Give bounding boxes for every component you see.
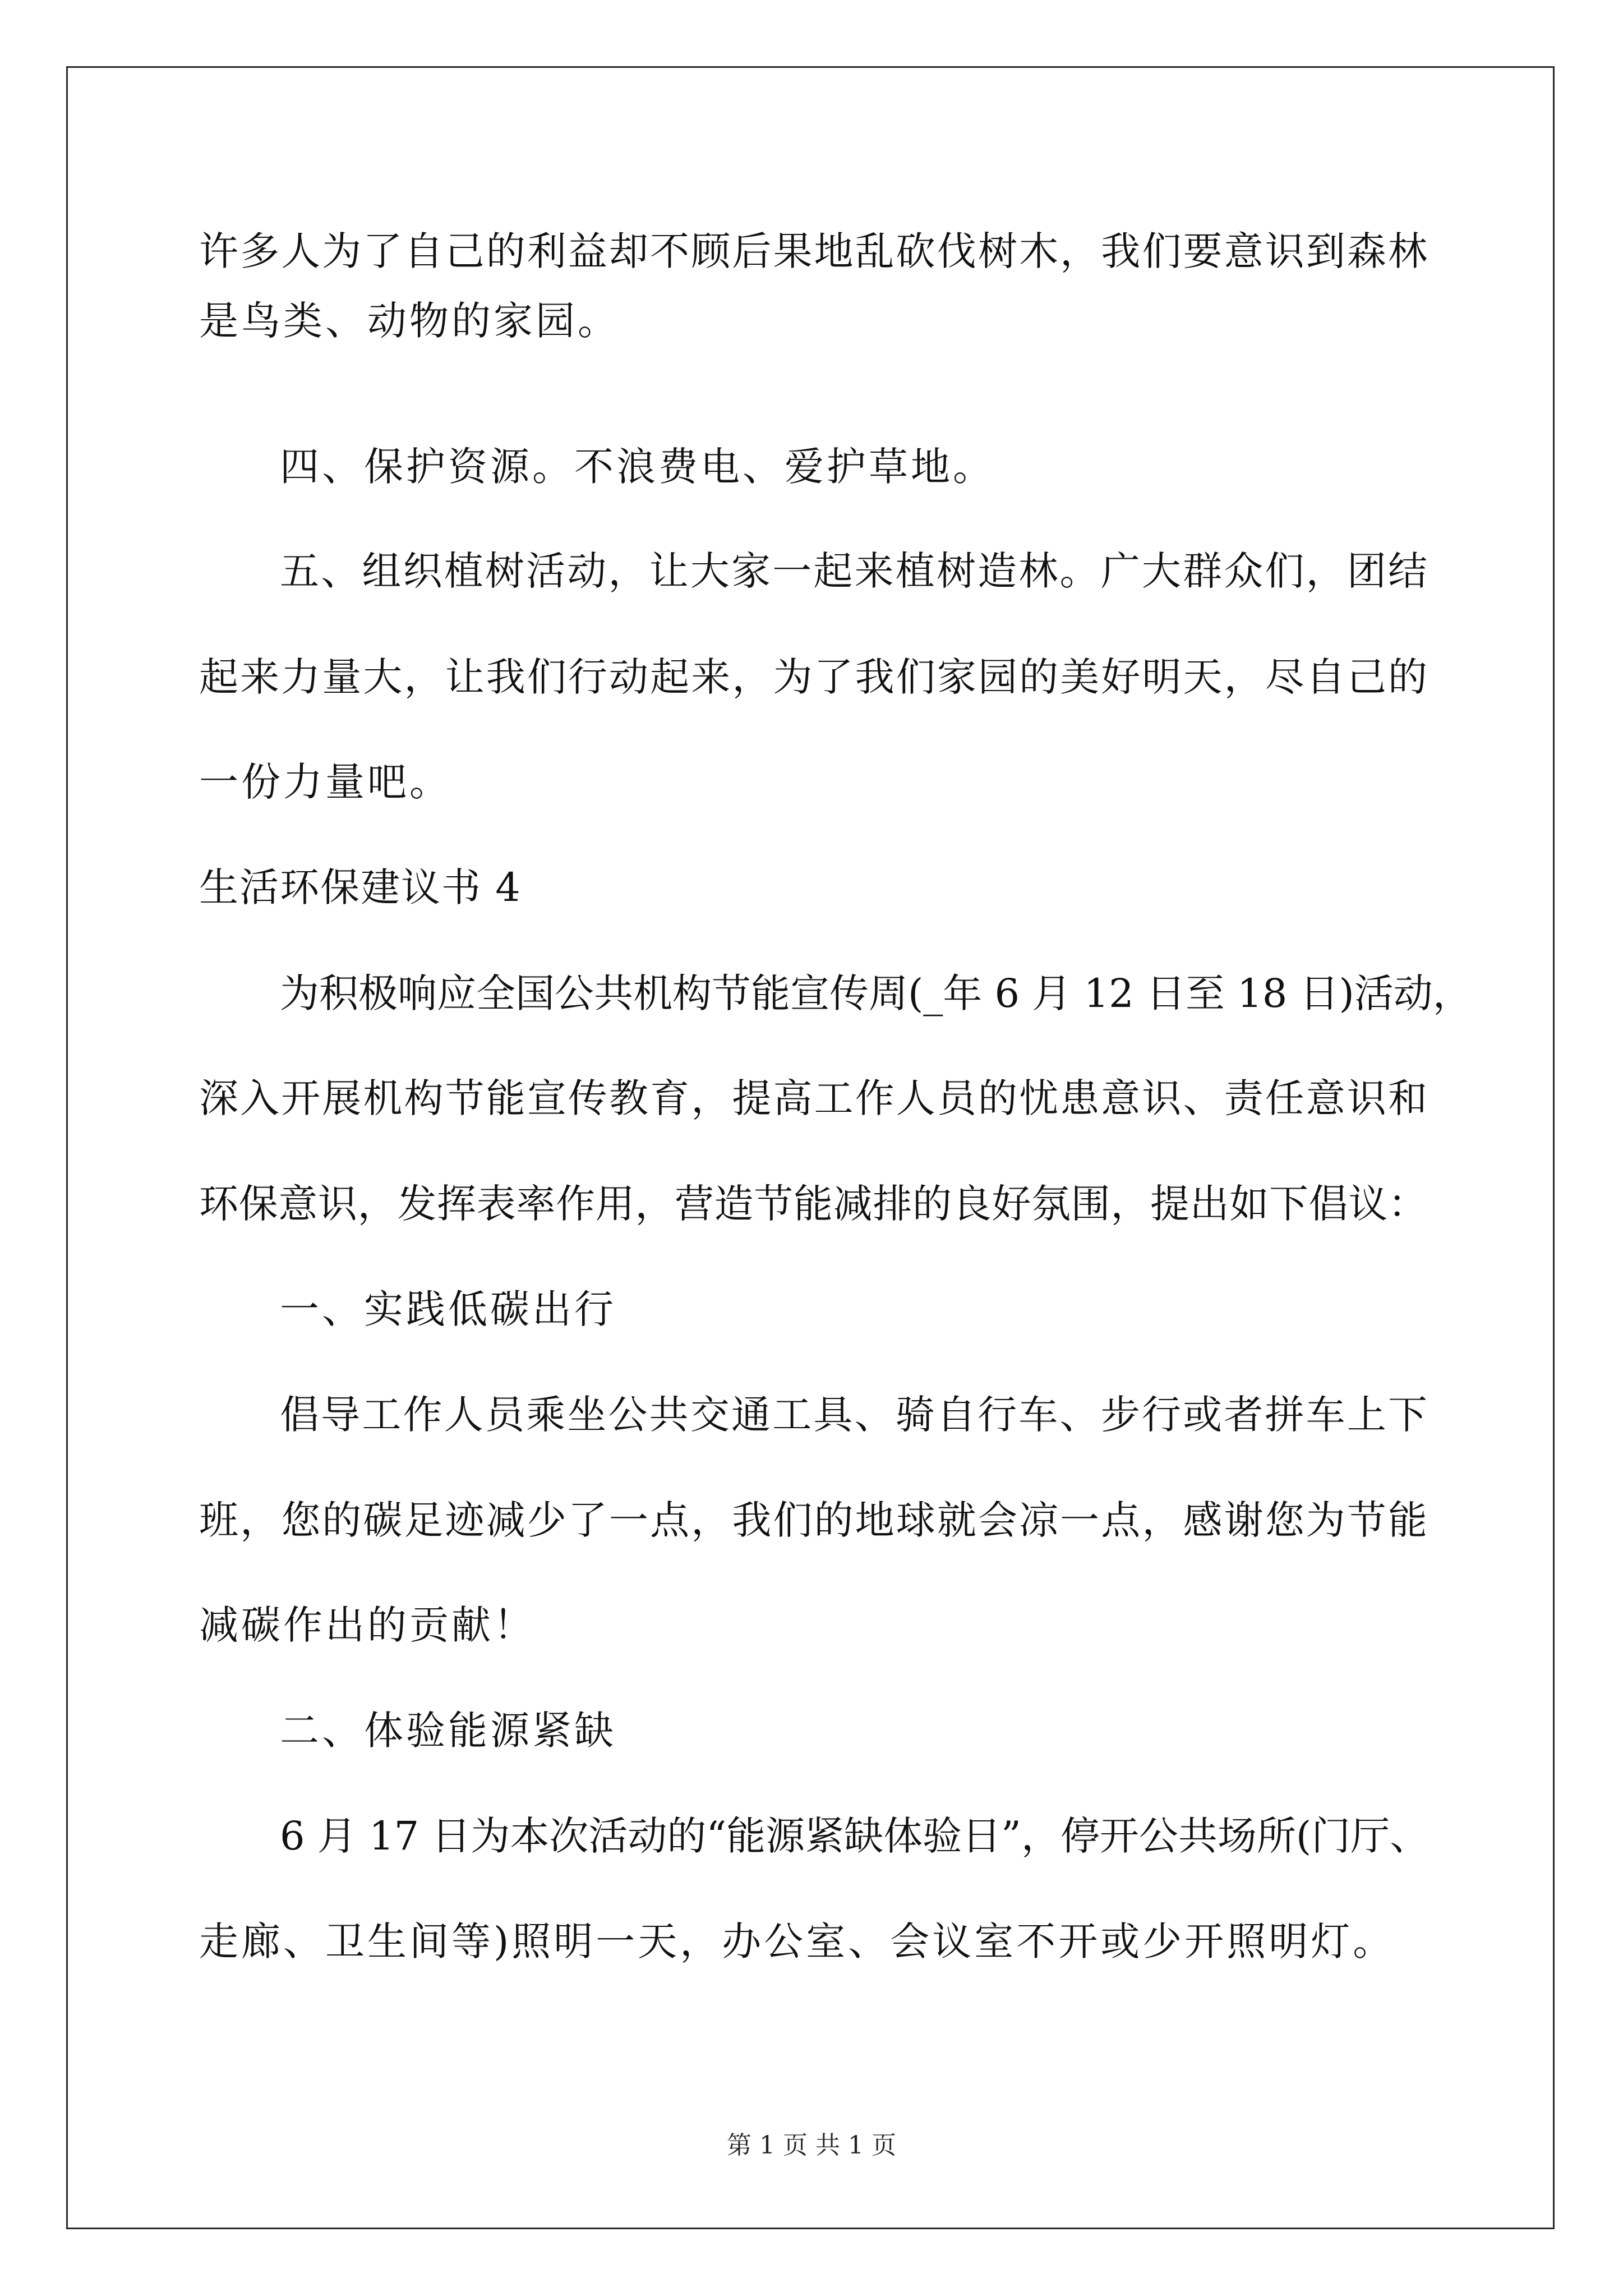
text-line: 许多人为了自己的利益却不顾后果地乱砍伐树木，我们要意识到森林 xyxy=(199,228,1427,274)
text-line: 五、组织植树活动，让大家一起来植树造林。广大群众们，团结 xyxy=(280,548,1427,594)
text-line: 班，您的碳足迹减少了一点，我们的地球就会凉一点，感谢您为节能 xyxy=(199,1497,1427,1543)
page-number-footer: 第 1 页 共 1 页 xyxy=(727,2131,896,2160)
text-line: 走廊、卫生间等)照明一天，办公室、会议室不开或少开照明灯。 xyxy=(199,1918,1395,1964)
page-frame xyxy=(66,66,1555,2229)
text-line: 深入开展机构节能宣传教育，提高工作人员的忧患意识、责任意识和 xyxy=(199,1075,1427,1121)
text-line: 减碳作出的贡献！ xyxy=(199,1602,536,1648)
text-line: 二、体验能源紧缺 xyxy=(280,1708,616,1754)
text-line: 环保意识，发挥表率作用，营造节能减排的良好氛围，提出如下倡议： xyxy=(199,1181,1427,1227)
text-line: 6 月 17 日为本次活动的“能源紧缺体验日”，停开公共场所(门厅、 xyxy=(280,1813,1430,1859)
text-line: 是鸟类、动物的家园。 xyxy=(199,298,620,344)
text-line: 为积极响应全国公共机构节能宣传周(_年 6 月 12 日至 18 日)活动， xyxy=(280,970,1472,1016)
text-line: 倡导工作人员乘坐公共交通工具、骑自行车、步行或者拼车上下 xyxy=(280,1392,1427,1438)
text-line: 一份力量吧。 xyxy=(199,759,451,805)
text-line: 四、保护资源。不浪费电、爱护草地。 xyxy=(280,444,995,490)
text-line: 起来力量大，让我们行动起来，为了我们家园的美好明天，尽自己的 xyxy=(199,654,1427,700)
text-line: 一、实践低碳出行 xyxy=(280,1286,616,1332)
section-heading: 生活环保建议书 4 xyxy=(199,864,522,910)
